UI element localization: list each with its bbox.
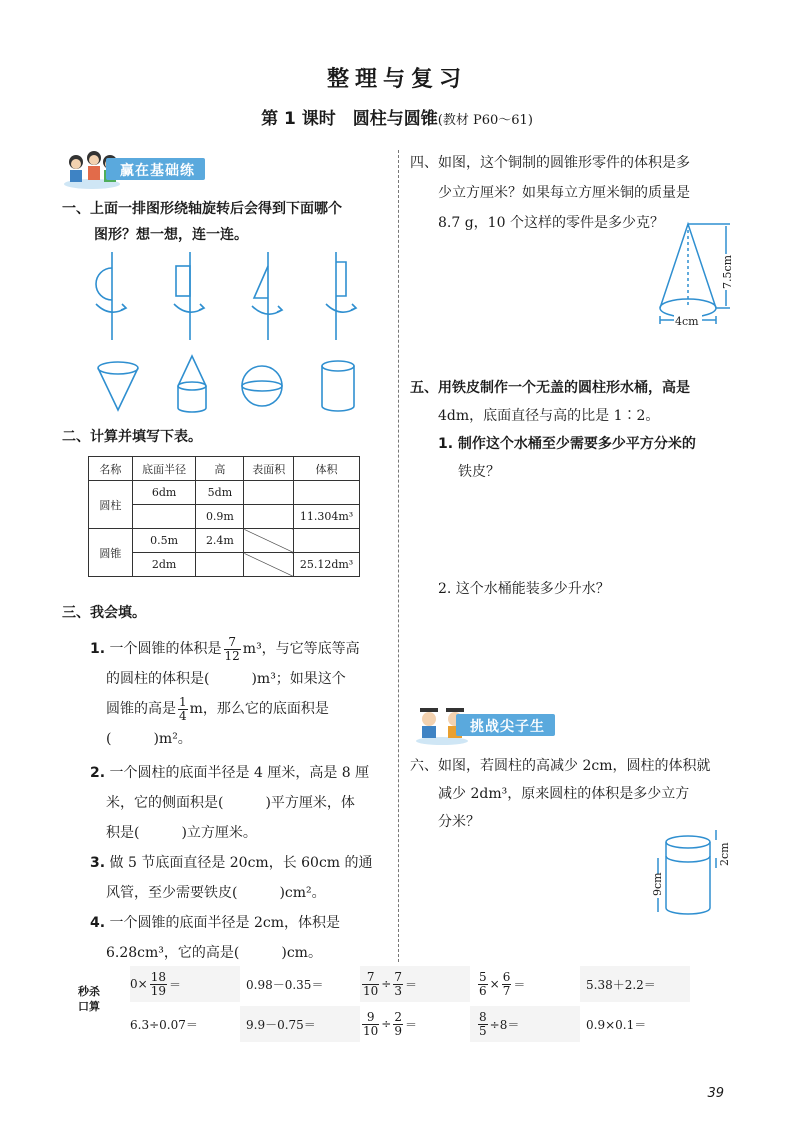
q5-line-2: 4dm，底面直径与高的比是 1∶2。 (438, 408, 660, 424)
cell-volume-blank[interactable] (294, 481, 360, 505)
q3-item-1-line4: ( )m²。 (106, 731, 192, 747)
question-6 (410, 752, 740, 836)
header-height: 高 (196, 457, 244, 481)
challenge-section-label: 挑战尖子生 (456, 714, 555, 736)
header-volume: 体积 (294, 457, 360, 481)
header-name: 名称 (89, 457, 133, 481)
q3-item-2: 2. 一个圆柱的底面半径是 4 厘米，高是 8 厘 (90, 765, 370, 781)
q3-item-4-line2: 6.28cm³，它的高是( )cm。 (106, 945, 322, 961)
basic-section-label: 赢在基础练 (106, 158, 205, 180)
height-decrease-label: 2cm (718, 842, 731, 866)
row-name-cone: 圆锥 (89, 529, 133, 577)
q5-sub-1: 1. 制作这个水桶至少需要多少平方分米的 (438, 436, 696, 452)
cell-area-blank[interactable] (244, 505, 294, 529)
sphere-solid (242, 366, 282, 406)
cell-height: 0.9m (196, 505, 244, 529)
cone-cylinder-solid (178, 356, 206, 412)
trapezoid-shape (326, 252, 356, 340)
page-number: 39 (707, 1086, 724, 1101)
q3-item-1-line3: 圆锥的高是 $\frac{1}{4}$ m，那么它的底面积是 (106, 694, 329, 723)
fraction: $\frac{7}{12}$ (224, 634, 240, 663)
table-row (89, 481, 360, 505)
cell-area-na (244, 553, 294, 577)
mental-item: $\frac{7}{10}$ ÷ $\frac{7}{3}$ ＝ (360, 966, 470, 1002)
q4-line-1: 四、如图，这个铜制的圆锥形零件的体积是多 (410, 155, 690, 171)
cell-area-blank[interactable] (244, 481, 294, 505)
question-1-label: 一、上面一排图形绕轴旋转后会得到下面哪个 (62, 201, 342, 217)
volume-table (88, 456, 360, 577)
column-divider (398, 150, 399, 962)
cone-solid (98, 362, 138, 410)
cell-volume: 25.12dm³ (294, 553, 360, 577)
basic-section-badge (62, 148, 232, 188)
mental-item: 6.3÷0.07＝ (130, 1017, 198, 1032)
mental-item: 0.9×0.1＝ (586, 1017, 647, 1032)
row-name-cylinder: 圆柱 (89, 481, 133, 529)
cell-volume-blank[interactable] (294, 529, 360, 553)
mental-item: $\frac{8}{5}$ ÷8＝ (470, 1006, 580, 1042)
cell-radius: 0.5m (132, 529, 196, 553)
question-2-label: 二、计算并填写下表。 (62, 429, 202, 445)
triangle-shape (252, 252, 282, 340)
header-radius: 底面半径 (132, 457, 196, 481)
question-1-label-cont: 图形？想一想，连一连。 (94, 227, 248, 243)
mental-item: $\frac{5}{6}$ × $\frac{6}{7}$ ＝ (479, 969, 526, 998)
q6-line-3: 分米？ (438, 814, 480, 830)
question-5 (410, 374, 740, 486)
cell-volume: 11.304m³ (294, 505, 360, 529)
table-header-row (89, 457, 360, 481)
mental-item: 9.9－0.75＝ (240, 1006, 360, 1042)
cone-height-label: 7.5cm (721, 254, 734, 289)
cell-height: 5dm (196, 481, 244, 505)
q3-item-3: 3. 做 5 节底面直径是 20cm，长 60cm 的通 (90, 855, 373, 871)
mental-item: 0.98－0.35＝ (246, 977, 324, 992)
mental-item: 5.38＋2.2＝ (580, 966, 690, 1002)
cone-figure (650, 220, 736, 338)
rectangle-shape (174, 252, 204, 340)
lesson-title (0, 104, 794, 129)
question-1 (62, 196, 392, 248)
q3-item-2-line3: 积是( )立方厘米。 (106, 825, 257, 841)
cell-height: 2.4m (196, 529, 244, 553)
question-3-label: 三、我会填。 (62, 605, 146, 621)
mental-math-label (78, 984, 108, 1014)
cylinder-height-label: 9cm (651, 872, 664, 896)
cylinder-figure (646, 830, 736, 920)
cell-height-blank[interactable] (196, 553, 244, 577)
q3-item-2-line2: 米，它的侧面积是( )平方厘米，体 (106, 795, 355, 811)
table-row (89, 529, 360, 553)
cone-diameter-label: 4cm (675, 315, 699, 328)
q5-sub-1-line2: 铁皮？ (458, 464, 500, 480)
q3-item-3-line2: 风管，至少需要铁皮( )cm²。 (106, 885, 326, 901)
cylinder-solid (322, 361, 354, 411)
mental-row-1 (130, 966, 690, 1002)
mental-row-2 (130, 1006, 690, 1042)
mental-item: $\frac{9}{10}$ ÷ $\frac{2}{9}$ ＝ (363, 1009, 417, 1038)
q6-line-1: 六、如图，若圆柱的高减少 2cm，圆柱的体积就 (410, 758, 711, 774)
challenge-section-badge (412, 704, 592, 744)
cell-radius: 6dm (132, 481, 196, 505)
mental-label-top: 秒杀 (78, 985, 100, 998)
header-surface-area: 表面积 (244, 457, 294, 481)
cell-area-na (244, 529, 294, 553)
q3-item-4: 4. 一个圆锥的底面半径是 2cm，体积是 (90, 915, 340, 931)
q3-item-1: 1. 一个圆锥的体积是 $\frac{7}{12}$ m³，与它等底等高 (90, 634, 360, 663)
textbook-reference: (教材 P60～61) (437, 113, 533, 128)
half-circle-shape (96, 252, 126, 340)
page-title: 整理与复习 (326, 67, 467, 92)
q5-sub-2: 2. 这个水桶能装多少升水？ (438, 581, 610, 597)
q6-line-2: 减少 2dm³，原来圆柱的体积是多少立方 (438, 786, 690, 802)
q3-item-1-line2: 的圆柱的体积是( )m³；如果这个 (106, 671, 346, 687)
cell-radius-blank[interactable] (132, 505, 196, 529)
cell-radius: 2dm (132, 553, 196, 577)
rotation-figures (90, 248, 390, 420)
q5-line-1: 五、用铁皮制作一个无盖的圆柱形水桶，高是 (410, 380, 690, 396)
fraction: $\frac{1}{4}$ (179, 694, 187, 723)
question-3-items (90, 634, 388, 968)
lesson-name: 第 1 课时 圆柱与圆锥 (261, 109, 438, 129)
q4-line-2: 少立方厘米？如果每立方厘米铜的质量是 (438, 185, 690, 201)
mental-item: 0× $\frac{18}{19}$ ＝ (130, 966, 240, 1002)
q4-line-3: 8.7 g，10 个这样的零件是多少克？ (438, 215, 664, 231)
mental-math-grid (130, 966, 690, 1042)
mental-label-bottom: 口算 (78, 1000, 100, 1013)
